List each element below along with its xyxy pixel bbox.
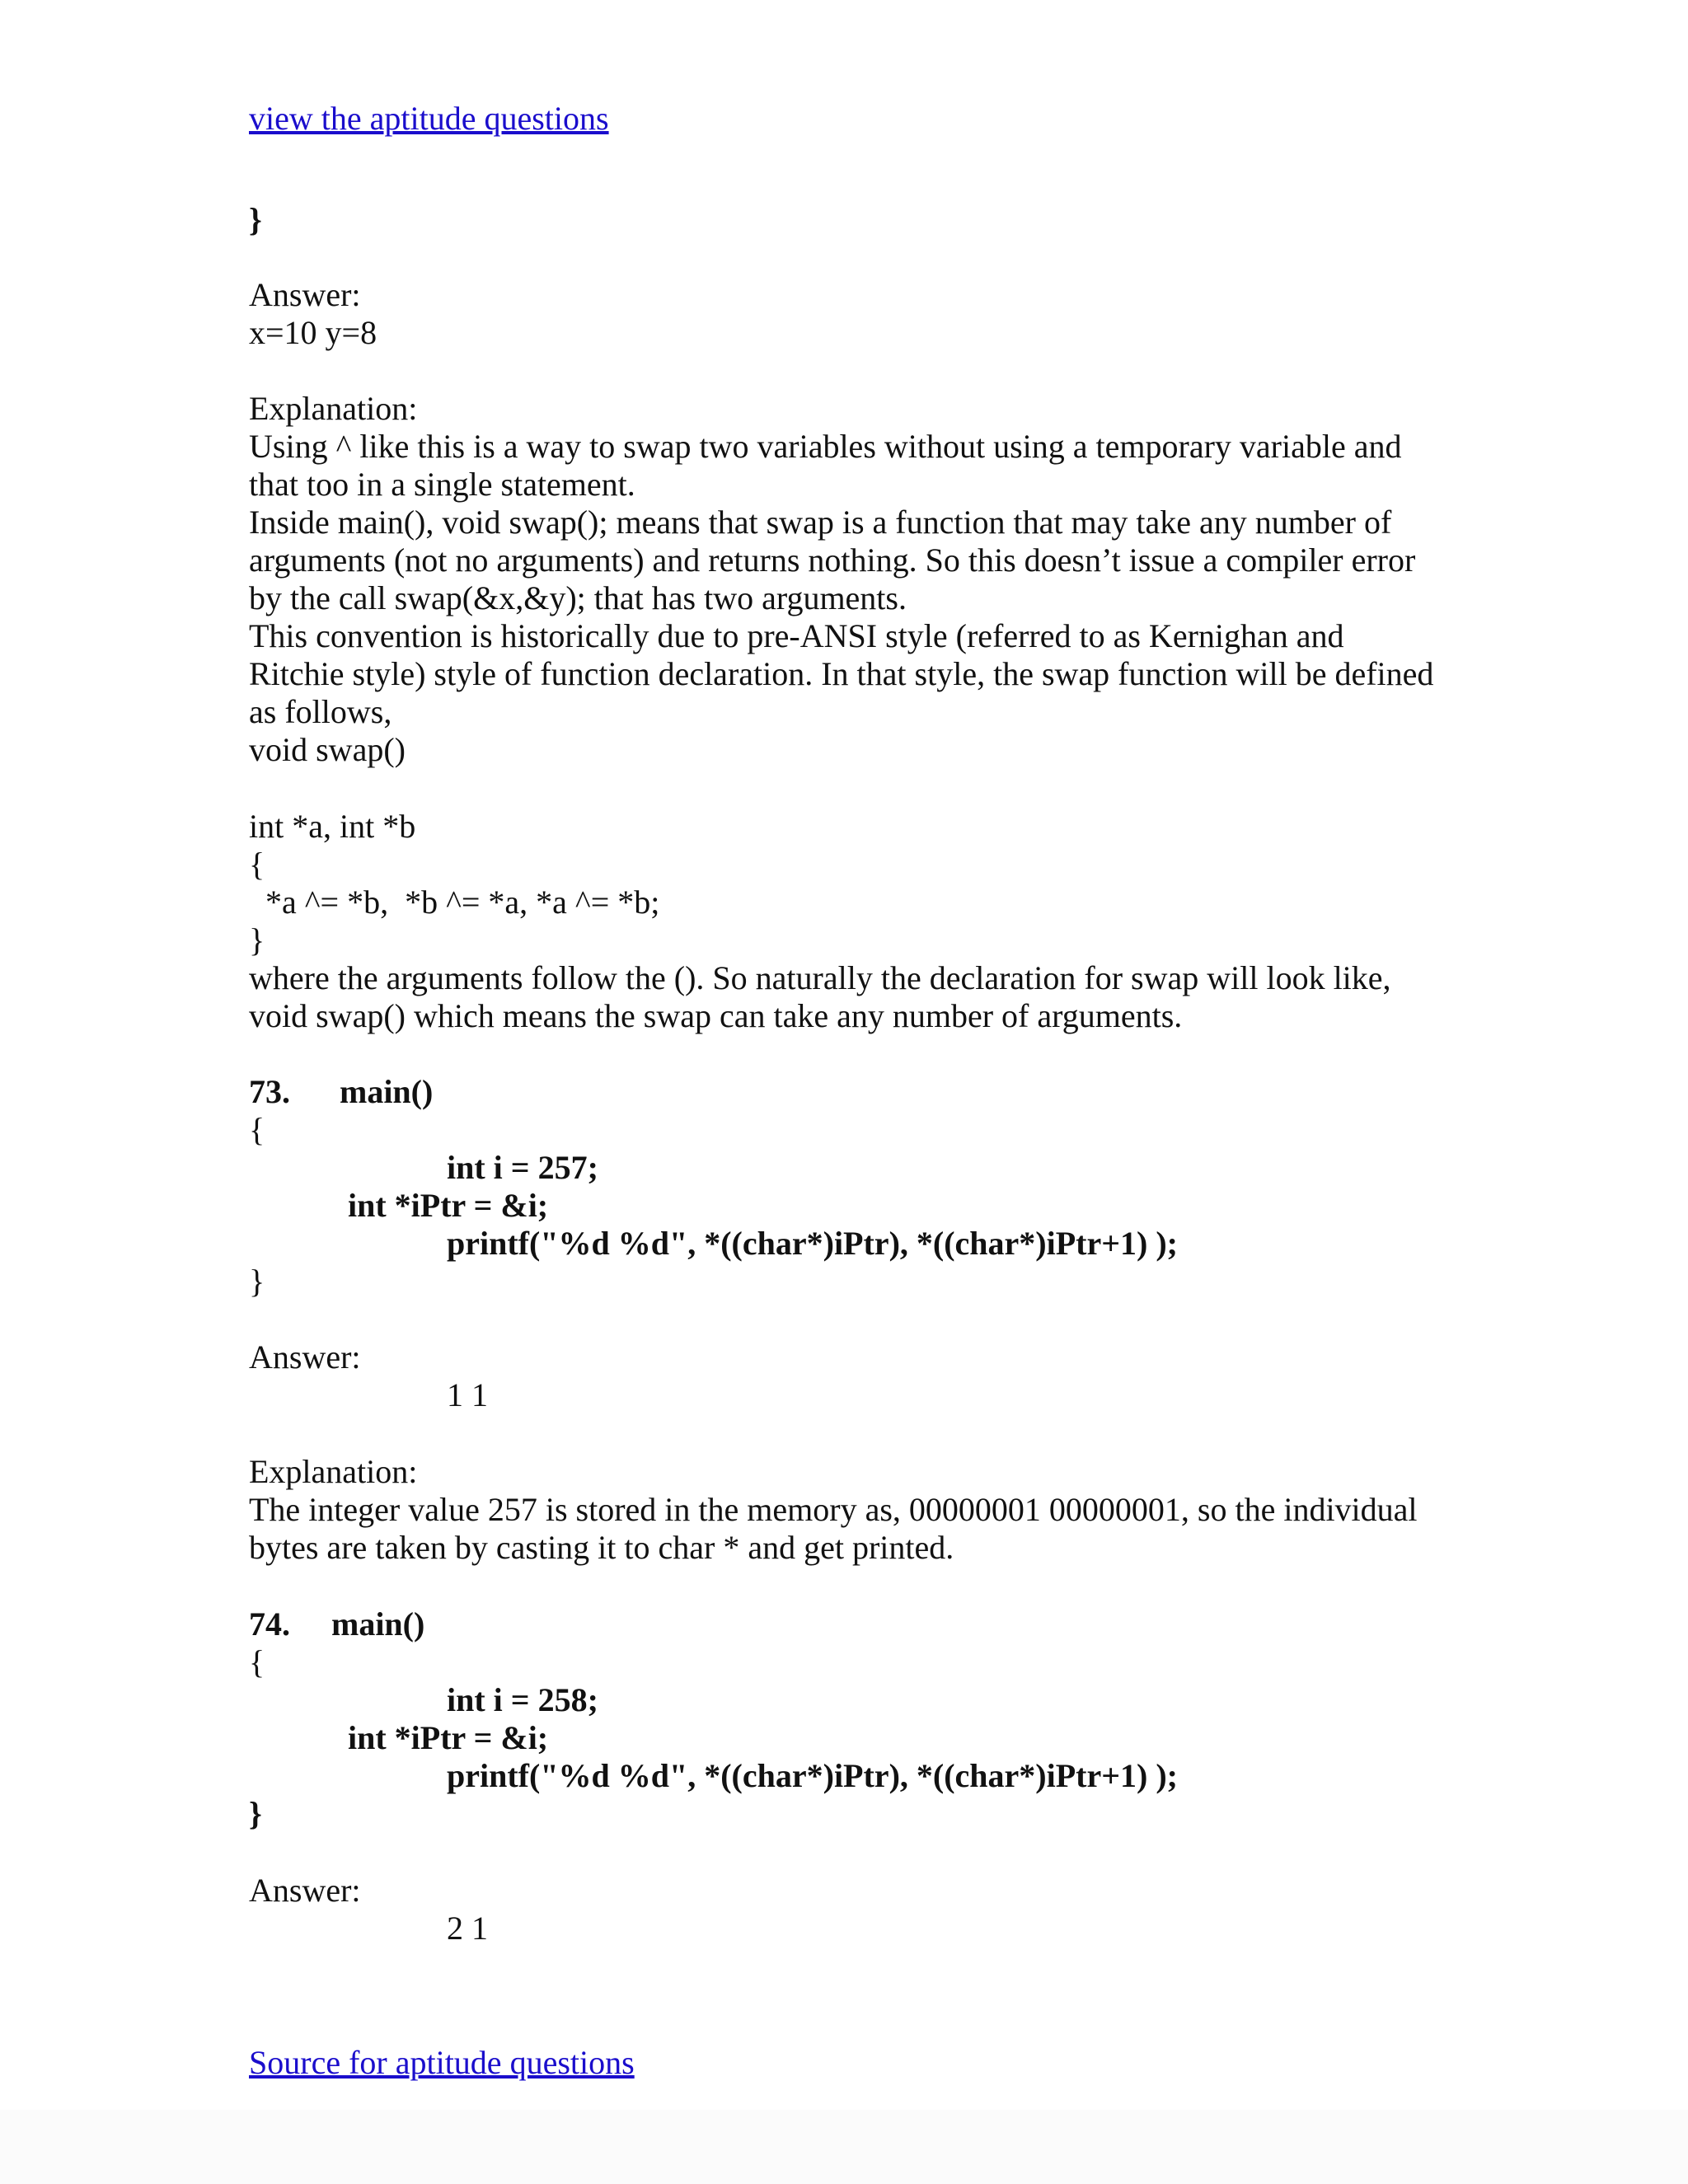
code-line: printf("%d %d", *((char*)iPtr), *((char*)iPtr+1) );: [447, 1225, 1178, 1262]
explanation-line: This convention is historically due to pre-ANSI style (referred to as Kernighan and: [249, 617, 1344, 654]
explanation-line: void swap(): [249, 731, 406, 768]
explanation-line: that too in a single statement.: [249, 466, 635, 503]
explanation-label: Explanation:: [249, 390, 418, 427]
answer-label: Answer:: [249, 1872, 361, 1909]
code-line: }: [249, 921, 265, 958]
answer-value: x=10 y=8: [249, 314, 377, 351]
code-line: int i = 258;: [447, 1681, 598, 1718]
close-brace: }: [249, 1263, 265, 1300]
explanation-line: as follows,: [249, 693, 392, 730]
answer-value: 1 1: [447, 1376, 488, 1413]
explanation-line: Ritchie style) style of function declaration. In that style, the swap function will be defined: [249, 655, 1434, 692]
question-number: 74.: [249, 1605, 290, 1643]
explanation-label: Explanation:: [249, 1453, 418, 1490]
explanation-line: by the call swap(&x,&y); that has two arguments.: [249, 579, 907, 616]
closing-brace: }: [249, 201, 262, 238]
answer-value: 2 1: [447, 1910, 488, 1947]
explanation-line: bytes are taken by casting it to char * and get printed.: [249, 1529, 954, 1566]
aptitude-questions-link[interactable]: view the aptitude questions: [249, 100, 609, 137]
explanation-line: arguments (not no arguments) and returns nothing. So this doesn’t issue a compiler error: [249, 541, 1416, 579]
aptitude-source-link[interactable]: Source for aptitude questions: [249, 2044, 635, 2081]
code-line: printf("%d %d", *((char*)iPtr), *((char*)iPtr+1) );: [447, 1757, 1178, 1794]
question-heading: main(): [340, 1073, 434, 1110]
code-line: int *iPtr = &i;: [348, 1187, 549, 1224]
question-number: 73.: [249, 1073, 290, 1110]
question-heading: main(): [331, 1605, 425, 1643]
close-brace: }: [249, 1795, 262, 1832]
answer-label: Answer:: [249, 276, 361, 313]
code-line: int *iPtr = &i;: [348, 1719, 549, 1756]
explanation-line: where the arguments follow the (). So naturally the declaration for swap will look like,: [249, 959, 1391, 996]
open-brace: {: [249, 1643, 265, 1680]
code-line: *a ^= *b, *b ^= *a, *a ^= *b;: [249, 883, 660, 921]
explanation-line: Inside main(), void swap(); means that swap is a function that may take any number of: [249, 504, 1392, 541]
explanation-line: The integer value 257 is stored in the memory as, 00000001 00000001, so the individual: [249, 1491, 1418, 1528]
answer-label: Answer:: [249, 1338, 361, 1376]
code-line: int i = 257;: [447, 1149, 598, 1186]
open-brace: {: [249, 1111, 265, 1148]
explanation-line: void swap() which means the swap can take any number of arguments.: [249, 997, 1183, 1034]
code-line: {: [249, 846, 265, 883]
explanation-line: Using ^ like this is a way to swap two variables without using a temporary variable and: [249, 428, 1402, 465]
code-line: int *a, int *b: [249, 808, 416, 845]
page-footer-area: [0, 2110, 1688, 2184]
